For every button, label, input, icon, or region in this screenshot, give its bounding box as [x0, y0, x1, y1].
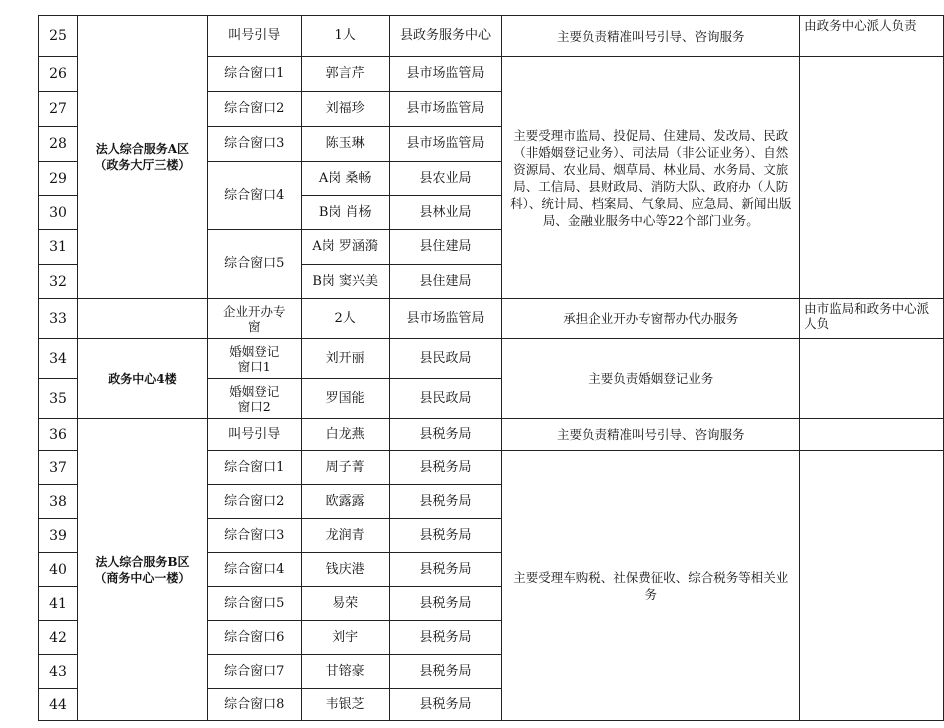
staff-unit: 县住建局: [389, 230, 502, 265]
row-number: 37: [39, 451, 78, 485]
window-name: 企业开办专 窗: [207, 299, 301, 339]
window-name: 综合窗口4: [207, 162, 301, 230]
staff-unit: 县林业局: [389, 196, 502, 230]
service-area-b: 法人综合服务B区 （商务中心一楼）: [77, 419, 207, 721]
remark: [800, 419, 944, 451]
remark: [800, 451, 944, 721]
row-number: 28: [39, 127, 78, 162]
staff-name: 1人: [301, 16, 389, 57]
row-number: 29: [39, 162, 78, 196]
window-name: 叫号引导: [207, 16, 301, 57]
staff-unit: 县市场监管局: [389, 299, 502, 339]
staff-unit: 县税务局: [389, 485, 502, 519]
table-row: [39, 16, 944, 57]
staff-table-wrapper: [38, 15, 944, 721]
row-number: 34: [39, 339, 78, 379]
staff-name: 甘镕豪: [301, 655, 389, 689]
staff-name: 易荣: [301, 587, 389, 621]
window-name: 婚姻登记 窗口1: [207, 339, 301, 379]
staff-name: A岗 罗涵漪: [301, 230, 389, 265]
staff-name: 韦银芝: [301, 689, 389, 721]
row-number: 36: [39, 419, 78, 451]
staff-unit: 县住建局: [389, 265, 502, 299]
remark: [800, 57, 944, 299]
window-name: 综合窗口4: [207, 553, 301, 587]
staff-unit: 县税务局: [389, 655, 502, 689]
staff-unit: 县税务局: [389, 451, 502, 485]
row-number: 38: [39, 485, 78, 519]
staff-unit: 县税务局: [389, 689, 502, 721]
staff-name: 陈玉琳: [301, 127, 389, 162]
staff-name: 刘开丽: [301, 339, 389, 379]
staff-unit: 县税务局: [389, 519, 502, 553]
window-name: 综合窗口5: [207, 230, 301, 299]
window-name: 综合窗口2: [207, 92, 301, 127]
duty-description: 主要负责精准叫号引导、咨询服务: [502, 16, 800, 57]
row-number: 39: [39, 519, 78, 553]
staff-name: 钱庆港: [301, 553, 389, 587]
staff-unit: 县税务局: [389, 621, 502, 655]
table-row: [39, 339, 944, 379]
staff-unit: 县民政局: [389, 379, 502, 419]
table-row: [39, 419, 944, 451]
row-number: 32: [39, 265, 78, 299]
duty-description: 主要负责精准叫号引导、咨询服务: [502, 419, 800, 451]
staff-name: 罗国能: [301, 379, 389, 419]
staff-name: B岗 窦兴美: [301, 265, 389, 299]
staff-unit: 县税务局: [389, 587, 502, 621]
staff-name: A岗 桑畅: [301, 162, 389, 196]
window-staff-table: [38, 15, 944, 721]
window-name: 叫号引导: [207, 419, 301, 451]
window-name: 综合窗口7: [207, 655, 301, 689]
service-area-empty: [77, 299, 207, 339]
remark: 由市监局和政务中心派人负: [800, 299, 944, 339]
staff-name: 刘宇: [301, 621, 389, 655]
staff-unit: 县农业局: [389, 162, 502, 196]
staff-name: 周子菁: [301, 451, 389, 485]
remark: [800, 339, 944, 419]
row-number: 44: [39, 689, 78, 721]
remark: 由政务中心派人负责: [800, 16, 944, 57]
staff-unit: 县市场监管局: [389, 57, 502, 92]
row-number: 31: [39, 230, 78, 265]
staff-name: 郭言芹: [301, 57, 389, 92]
staff-name: 欧露露: [301, 485, 389, 519]
table-row: [39, 299, 944, 339]
window-name: 综合窗口1: [207, 57, 301, 92]
row-number: 27: [39, 92, 78, 127]
row-number: 30: [39, 196, 78, 230]
staff-name: 刘福珍: [301, 92, 389, 127]
duty-description: 主要负责婚姻登记业务: [502, 339, 800, 419]
row-number: 25: [39, 16, 78, 57]
window-name: 综合窗口6: [207, 621, 301, 655]
staff-unit: 县市场监管局: [389, 127, 502, 162]
window-name: 综合窗口8: [207, 689, 301, 721]
service-area-a: 法人综合服务A区 （政务大厅三楼）: [77, 16, 207, 299]
staff-name: B岗 肖杨: [301, 196, 389, 230]
staff-unit: 县市场监管局: [389, 92, 502, 127]
service-area-marriage: 政务中心4楼: [77, 339, 207, 419]
row-number: 26: [39, 57, 78, 92]
staff-name: 白龙燕: [301, 419, 389, 451]
staff-unit: 县政务服务中心: [389, 16, 502, 57]
window-name: 综合窗口3: [207, 519, 301, 553]
window-name: 综合窗口1: [207, 451, 301, 485]
window-name: 综合窗口3: [207, 127, 301, 162]
window-name: 综合窗口2: [207, 485, 301, 519]
row-number: 42: [39, 621, 78, 655]
row-number: 40: [39, 553, 78, 587]
duty-description: 主要受理市监局、投促局、住建局、发改局、民政（非婚姻登记业务）、司法局（非公证业务）、自然资源局、农业局、烟草局、林业局、水务局、文旅局、工信局、县财政局、消防大队、政府办（人防科）、统计局、档案局、气象局、应急局、新闻出版局、金融业服务中心等22个部门业务。: [502, 57, 800, 299]
staff-name: 2人: [301, 299, 389, 339]
window-name: 婚姻登记 窗口2: [207, 379, 301, 419]
staff-unit: 县税务局: [389, 553, 502, 587]
duty-description: 主要受理车购税、社保费征收、综合税务等相关业务: [502, 451, 800, 721]
row-number: 33: [39, 299, 78, 339]
staff-name: 龙润青: [301, 519, 389, 553]
staff-unit: 县税务局: [389, 419, 502, 451]
staff-unit: 县民政局: [389, 339, 502, 379]
row-number: 35: [39, 379, 78, 419]
duty-description: 承担企业开办专窗帮办代办服务: [502, 299, 800, 339]
window-name: 综合窗口5: [207, 587, 301, 621]
row-number: 41: [39, 587, 78, 621]
row-number: 43: [39, 655, 78, 689]
